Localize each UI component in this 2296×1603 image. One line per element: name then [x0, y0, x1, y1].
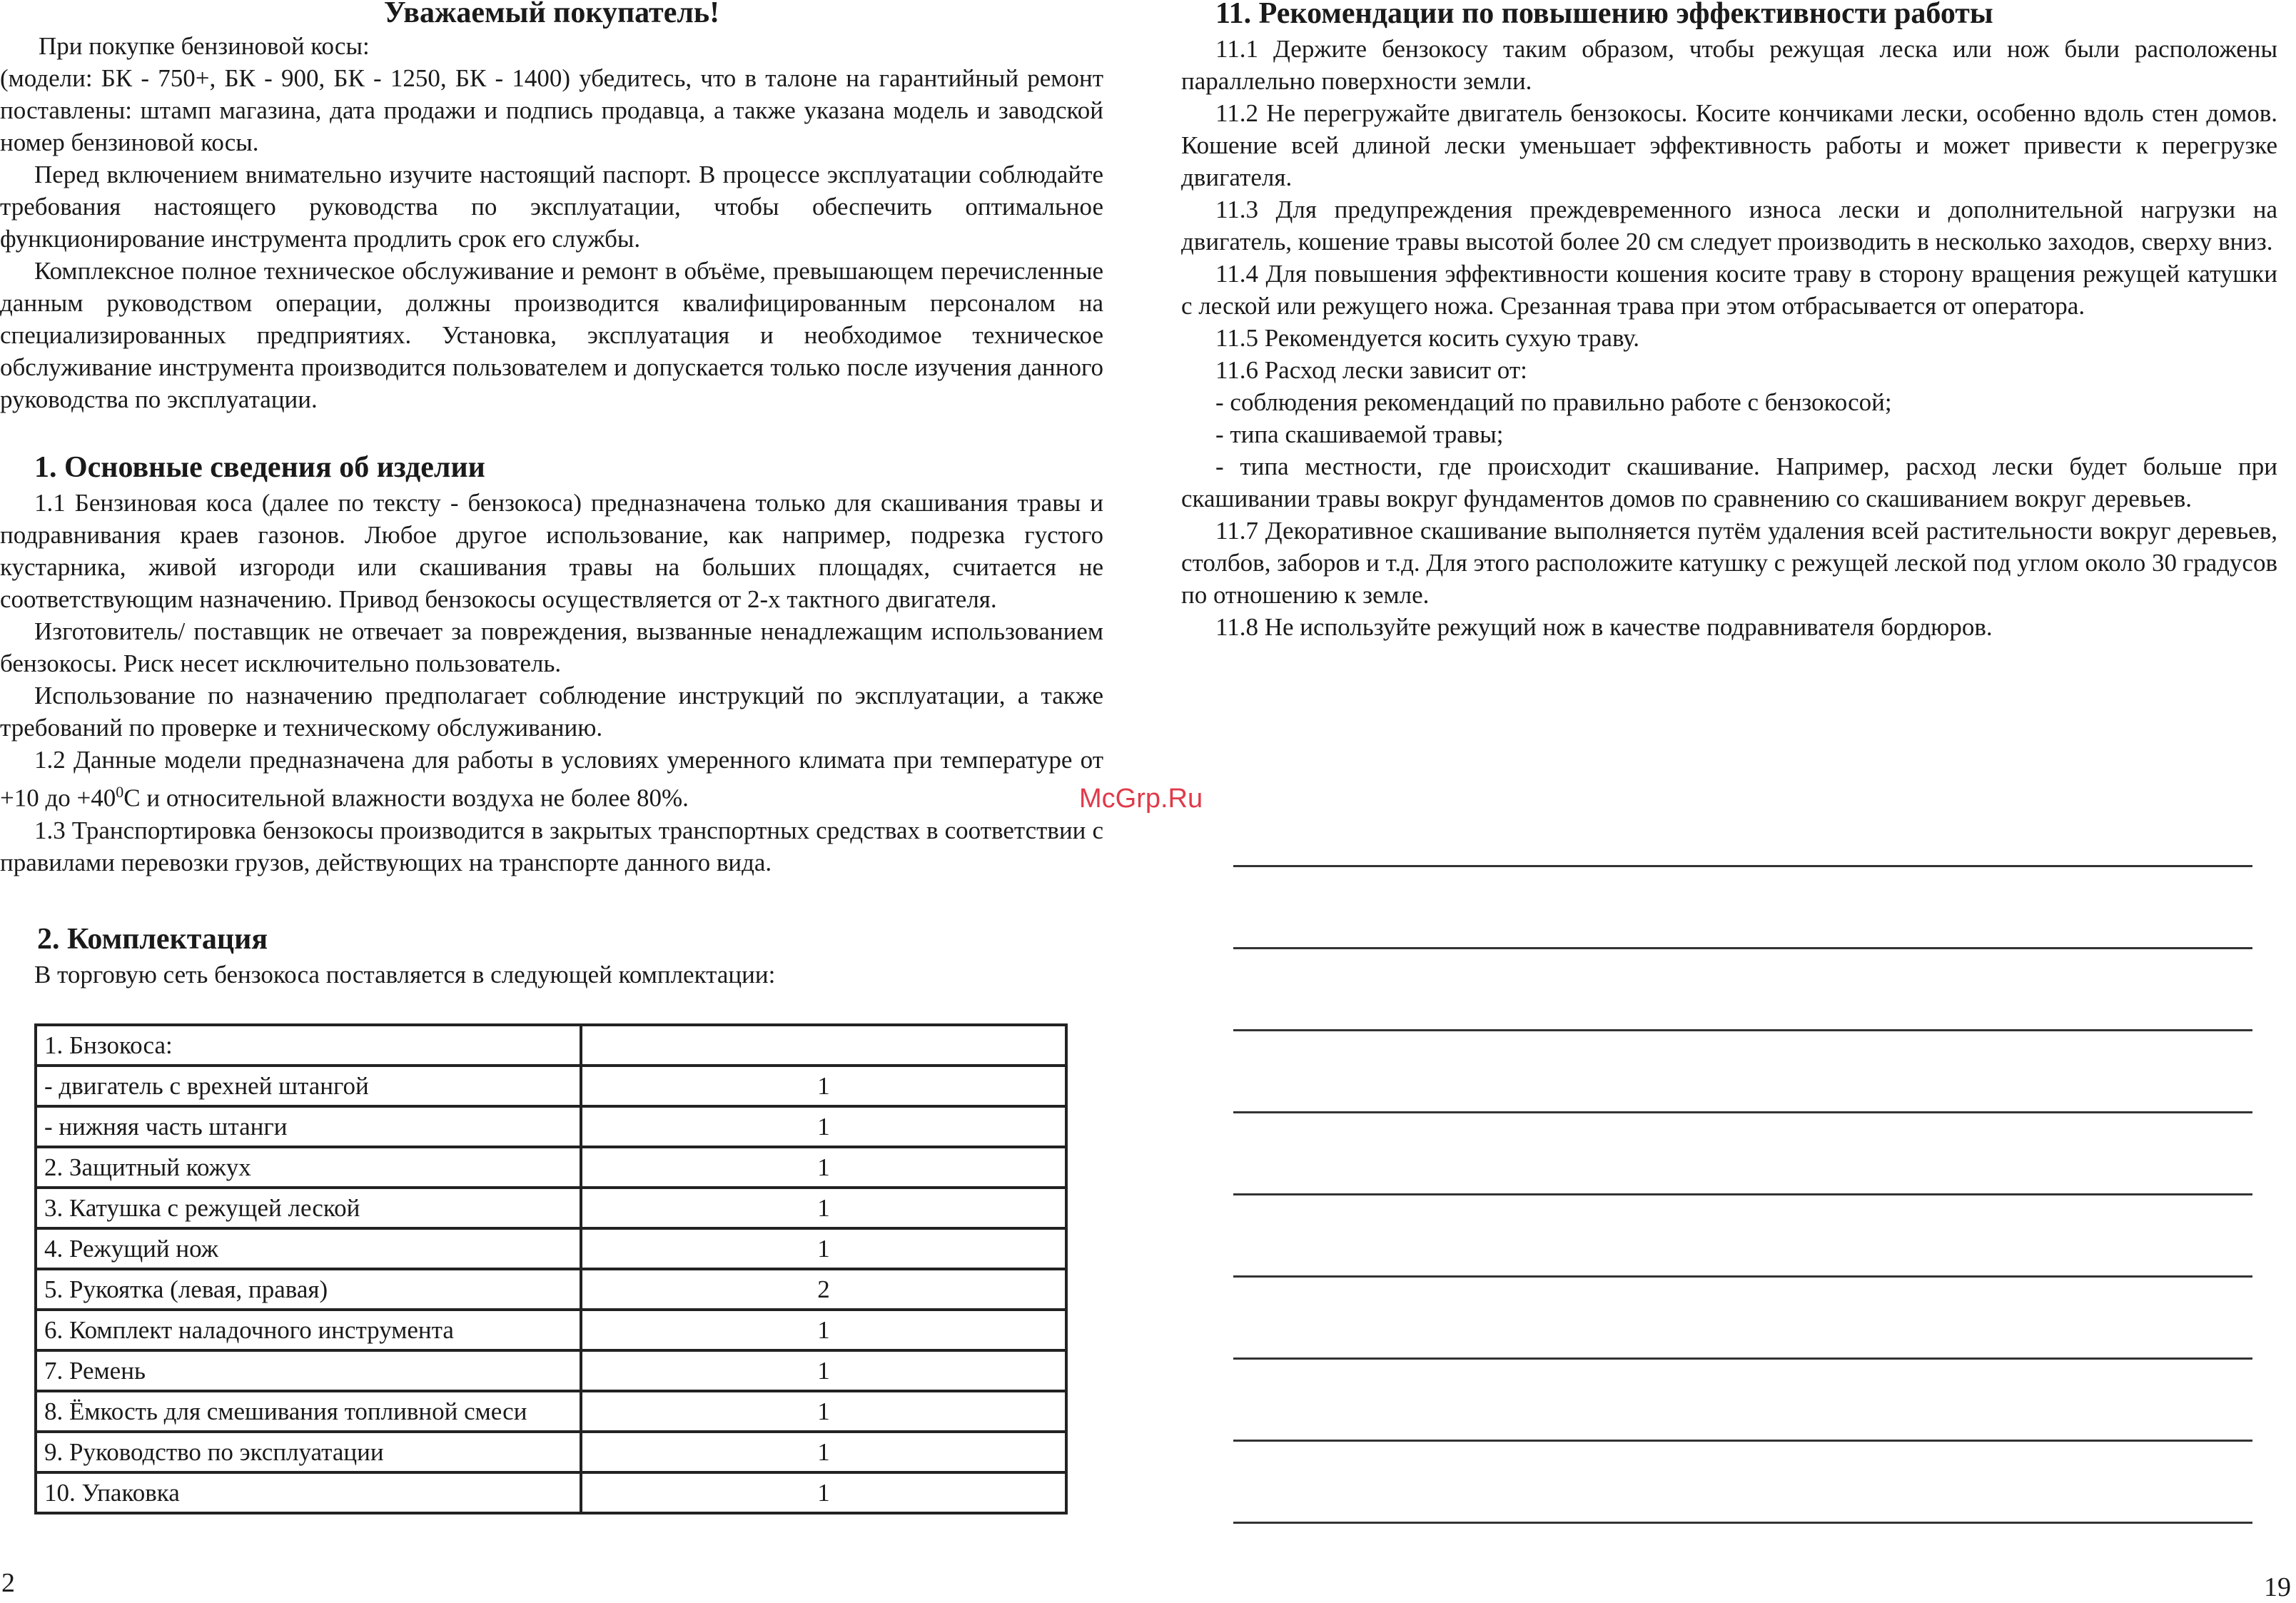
- item-quantity-cell: 1: [581, 1228, 1066, 1269]
- section-paragraph: Использование по назначению предполагает соблюдение инструкций по эксплуатации, а также требований по проверке и техническому обслуживанию.: [0, 682, 1103, 742]
- note-line: [1233, 1357, 2252, 1360]
- item-quantity-cell: 1: [581, 1350, 1066, 1391]
- table-row: [36, 1147, 1066, 1188]
- paragraph-text: 1.2 Данные модели предназначена для работы в условиях умеренного климата при температуре от +10 до +40: [0, 746, 1103, 812]
- item-quantity-cell: 1: [581, 1188, 1066, 1228]
- table-row: [36, 1472, 1066, 1513]
- section-paragraph: В торговую сеть бензокоса поставляется в следующей комплектации:: [34, 960, 776, 988]
- intro-paragraph: Перед включением внимательно изучите настоящий паспорт. В процессе эксплуатации соблюдайте требования настоящего руководства по эксплуатации, чтобы обеспечить оптимальное функционирование инструмента продлить срок его службы.: [0, 161, 1103, 253]
- item-name-cell: 7. Ремень: [36, 1350, 581, 1391]
- table-row: [36, 1269, 1066, 1310]
- left-page: [0, 0, 1103, 991]
- intro-paragraph: (модели: БК - 750+, БК - 900, БК - 1250, БК - 1400) убедитесь, что в талоне на гарантийный ремонт поставлены: штамп магазина, дата продажи и подпись продавца, а также указана модель и заводской номер бензиновой косы.: [0, 64, 1103, 156]
- intro-paragraph: Комплексное полное техническое обслуживание и ремонт в объёме, превышающем перечисленные данным руководством операции, должны производится квалифицированным персоналом на специализированных предприятиях. Установка, эксплуатация и необходимое техническое обслуживание инструмента производится пользователем и допускается только после изучения данного руководства по эксплуатации.: [0, 257, 1103, 413]
- recommendation-paragraph: 11.8 Не используйте режущий нож в качестве подравнивателя бордюров.: [1215, 613, 1993, 641]
- paragraph-text: С и относительной влажности воздуха не более 80%.: [123, 784, 689, 812]
- page-number-right: 19: [2264, 1572, 2291, 1602]
- section-paragraph: 1.3 Транспортировка бензокосы производится в закрытых транспортных средствах в соответствии с правилами перевозки грузов, действующих на транспорте данного вида.: [0, 816, 1103, 876]
- section-paragraph: 1.1 Бензиновая коса (далее по тексту - бензокоса) предназначена только для скашивания травы и подравнивания краев газонов. Любое другое использование, как например, подрезка густого кустарника, живой изгороди или скашивания травы на больших площадях, считается не соответствующим назначению. Привод бензокосы осуществляется от 2-х тактного двигателя.: [0, 489, 1103, 613]
- table-row: [36, 1432, 1066, 1472]
- item-name-cell: 3. Катушка с режущей леской: [36, 1188, 581, 1228]
- recommendation-paragraph: 11.2 Не перегружайте двигатель бензокосы. Косите кончиками лески, особенно вдоль стен домов. Кошение всей длиной лески уменьшает эффективность работы и может привести к перегрузке двигателя.: [1181, 99, 2277, 191]
- recommendation-paragraph: 11.3 Для предупреждения преждевременного износа лески и дополнительной нагрузки на двигатель, кошение травы высотой более 20 см следует производить в несколько заходов, сверху вниз.: [1181, 196, 2277, 256]
- item-quantity-cell: 2: [581, 1269, 1066, 1310]
- note-line: [1233, 1440, 2252, 1442]
- section-paragraph: [0, 744, 1103, 814]
- table-row: [36, 1025, 1066, 1066]
- item-quantity-cell: 1: [581, 1310, 1066, 1350]
- degree-superscript: 0: [116, 783, 124, 801]
- equipment-table: [34, 1023, 1068, 1514]
- item-quantity-cell: 1: [581, 1472, 1066, 1513]
- note-line: [1233, 1029, 2252, 1031]
- item-quantity-cell: [581, 1025, 1066, 1066]
- item-quantity-cell: 1: [581, 1391, 1066, 1432]
- item-quantity-cell: 1: [581, 1147, 1066, 1188]
- recommendation-paragraph: 11.1 Держите бензокосу таким образом, чтобы режущая леска или нож были расположены параллельно поверхности земли.: [1181, 35, 2277, 95]
- table-row: [36, 1391, 1066, 1432]
- page-title: Уважаемый покупатель!: [383, 0, 720, 29]
- section-heading: 11. Рекомендации по повышению эффективности работы: [1215, 0, 1993, 30]
- item-name-cell: 10. Упаковка: [36, 1472, 581, 1513]
- table-row: [36, 1228, 1066, 1269]
- item-name-cell: 9. Руководство по эксплуатации: [36, 1432, 581, 1472]
- item-quantity-cell: 1: [581, 1106, 1066, 1147]
- section-heading: 2. Комплектация: [37, 922, 268, 956]
- item-name-cell: 2. Защитный кожух: [36, 1147, 581, 1188]
- item-name-cell: - нижняя часть штанги: [36, 1106, 581, 1147]
- note-line: [1233, 1111, 2252, 1113]
- recommendation-paragraph: 11.5 Рекомендуется косить сухую траву.: [1215, 324, 1640, 352]
- watermark: McGrp.Ru: [1079, 784, 1203, 814]
- table-row: [36, 1066, 1066, 1106]
- item-name-cell: 1. Бнзокоса:: [36, 1025, 581, 1066]
- right-page: [1181, 0, 2277, 643]
- item-quantity-cell: 1: [581, 1066, 1066, 1106]
- recommendation-paragraph: - типа местности, где происходит скашивание. Например, расход лески будет больше при скашивании травы вокруг фундаментов домов по сравнению со скашиванием вокруг деревьев.: [1181, 452, 2277, 512]
- item-name-cell: 4. Режущий нож: [36, 1228, 581, 1269]
- item-name-cell: 8. Ёмкость для смешивания топливной смеси: [36, 1391, 581, 1432]
- table-row: [36, 1106, 1066, 1147]
- note-line: [1233, 865, 2252, 867]
- recommendation-paragraph: 11.4 Для повышения эффективности кошения косите траву в сторону вращения режущей катушки с леской или режущего ножа. Срезанная трава при этом отбрасывается от оператора.: [1181, 260, 2277, 320]
- note-line: [1233, 1522, 2252, 1524]
- note-line: [1233, 1193, 2252, 1195]
- recommendation-paragraph: - соблюдения рекомендаций по правильно работе с бензокосой;: [1215, 388, 1892, 416]
- table-row: [36, 1188, 1066, 1228]
- item-name-cell: 6. Комплект наладочного инструмента: [36, 1310, 581, 1350]
- item-name-cell: - двигатель с врехней штангой: [36, 1066, 581, 1106]
- recommendation-paragraph: 11.7 Декоративное скашивание выполняется путём удаления всей растительности вокруг деревьев, столбов, заборов и т.д. Для этого расположите катушку с режущей леской под углом около 30 градусов по отношению к земле.: [1181, 517, 2277, 609]
- recommendation-paragraph: - типа скашиваемой травы;: [1215, 420, 1504, 448]
- table-row: [36, 1350, 1066, 1391]
- table-row: [36, 1310, 1066, 1350]
- intro-paragraph: При покупке бензиновой косы:: [39, 32, 370, 60]
- page-number-left: 2: [1, 1568, 15, 1598]
- section-heading: 1. Основные сведения об изделии: [34, 451, 485, 484]
- note-line: [1233, 947, 2252, 949]
- item-quantity-cell: 1: [581, 1432, 1066, 1472]
- recommendation-paragraph: 11.6 Расход лески зависит от:: [1215, 356, 1527, 384]
- item-name-cell: 5. Рукоятка (левая, правая): [36, 1269, 581, 1310]
- note-line: [1233, 1275, 2252, 1278]
- section-paragraph: Изготовитель/ поставщик не отвечает за повреждения, вызванные ненадлежащим использованием бензокосы. Риск несет исключительно пользователь.: [0, 617, 1103, 677]
